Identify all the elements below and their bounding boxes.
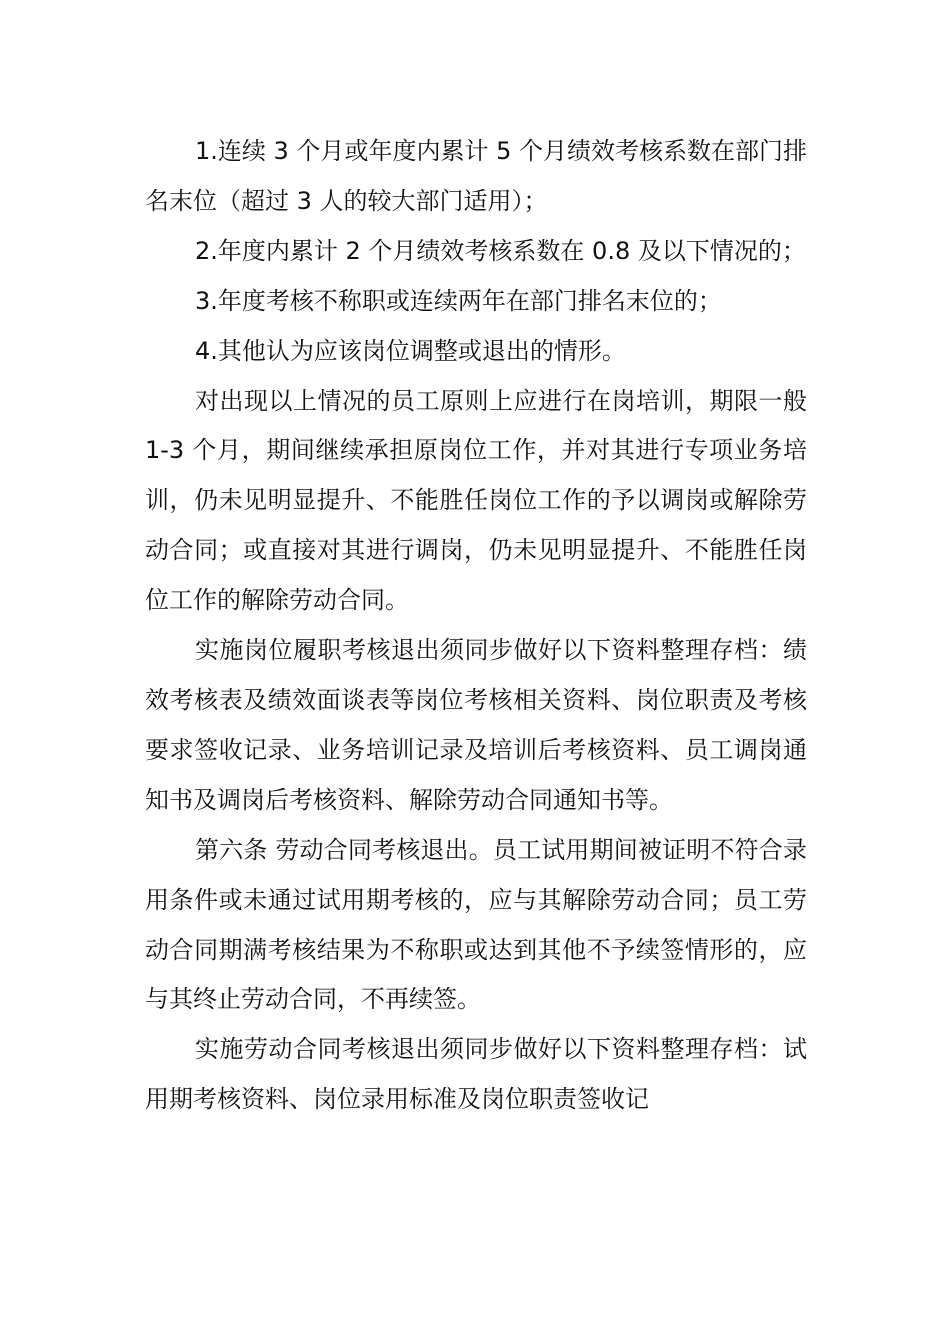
paragraph-criterion-3: 3.年度考核不称职或连续两年在部门排名末位的； (195, 286, 722, 315)
paragraph-contract-archive: 实施劳动合同考核退出须同步做好以下资料整理存档：试用期考核资料、岗位录用标准及岗位职责签收记 (145, 1035, 807, 1114)
paragraph-position-archive: 实施岗位履职考核退出须同步做好以下资料整理存档：绩效考核表及绩效面谈表等岗位考核相关资料、岗位职责及考核要求签收记录、业务培训记录及培训后考核资料、员工调岗通知书及调岗后考核资料、解除劳动合同通知书等。 (145, 636, 807, 814)
paragraph-article-6: 第六条 劳动合同考核退出。员工试用期间被证明不符合录用条件或未通过试用期考核的，应与其解除劳动合同；员工劳动合同期满考核结果为不称职或达到其他不予续签情形的，应与其终止劳动合同，不再续签。 (145, 835, 807, 1014)
paragraph-training: 对出现以上情况的员工原则上应进行在岗培训，期限一般 1-3 个月，期间继续承担原岗位工作，并对其进行专项业务培训，仍未见明显提升、不能胜任岗位工作的予以调岗或解除劳动合同；或直接对其进行调岗，仍未见明显提升、不能胜任岗位工作的解除劳动合同。 (145, 386, 807, 615)
paragraph-criterion-4: 4.其他认为应该岗位调整或退出的情形。 (195, 336, 626, 365)
paragraph-criterion-2: 2.年度内累计 2 个月绩效考核系数在 0.8 及以下情况的； (195, 236, 806, 265)
paragraph-criterion-1: 1.连续 3 个月或年度内累计 5 个月绩效考核系数在部门排名末位（超过 3 人的较大部门适用）； (145, 137, 807, 215)
document-body (145, 127, 807, 1125)
